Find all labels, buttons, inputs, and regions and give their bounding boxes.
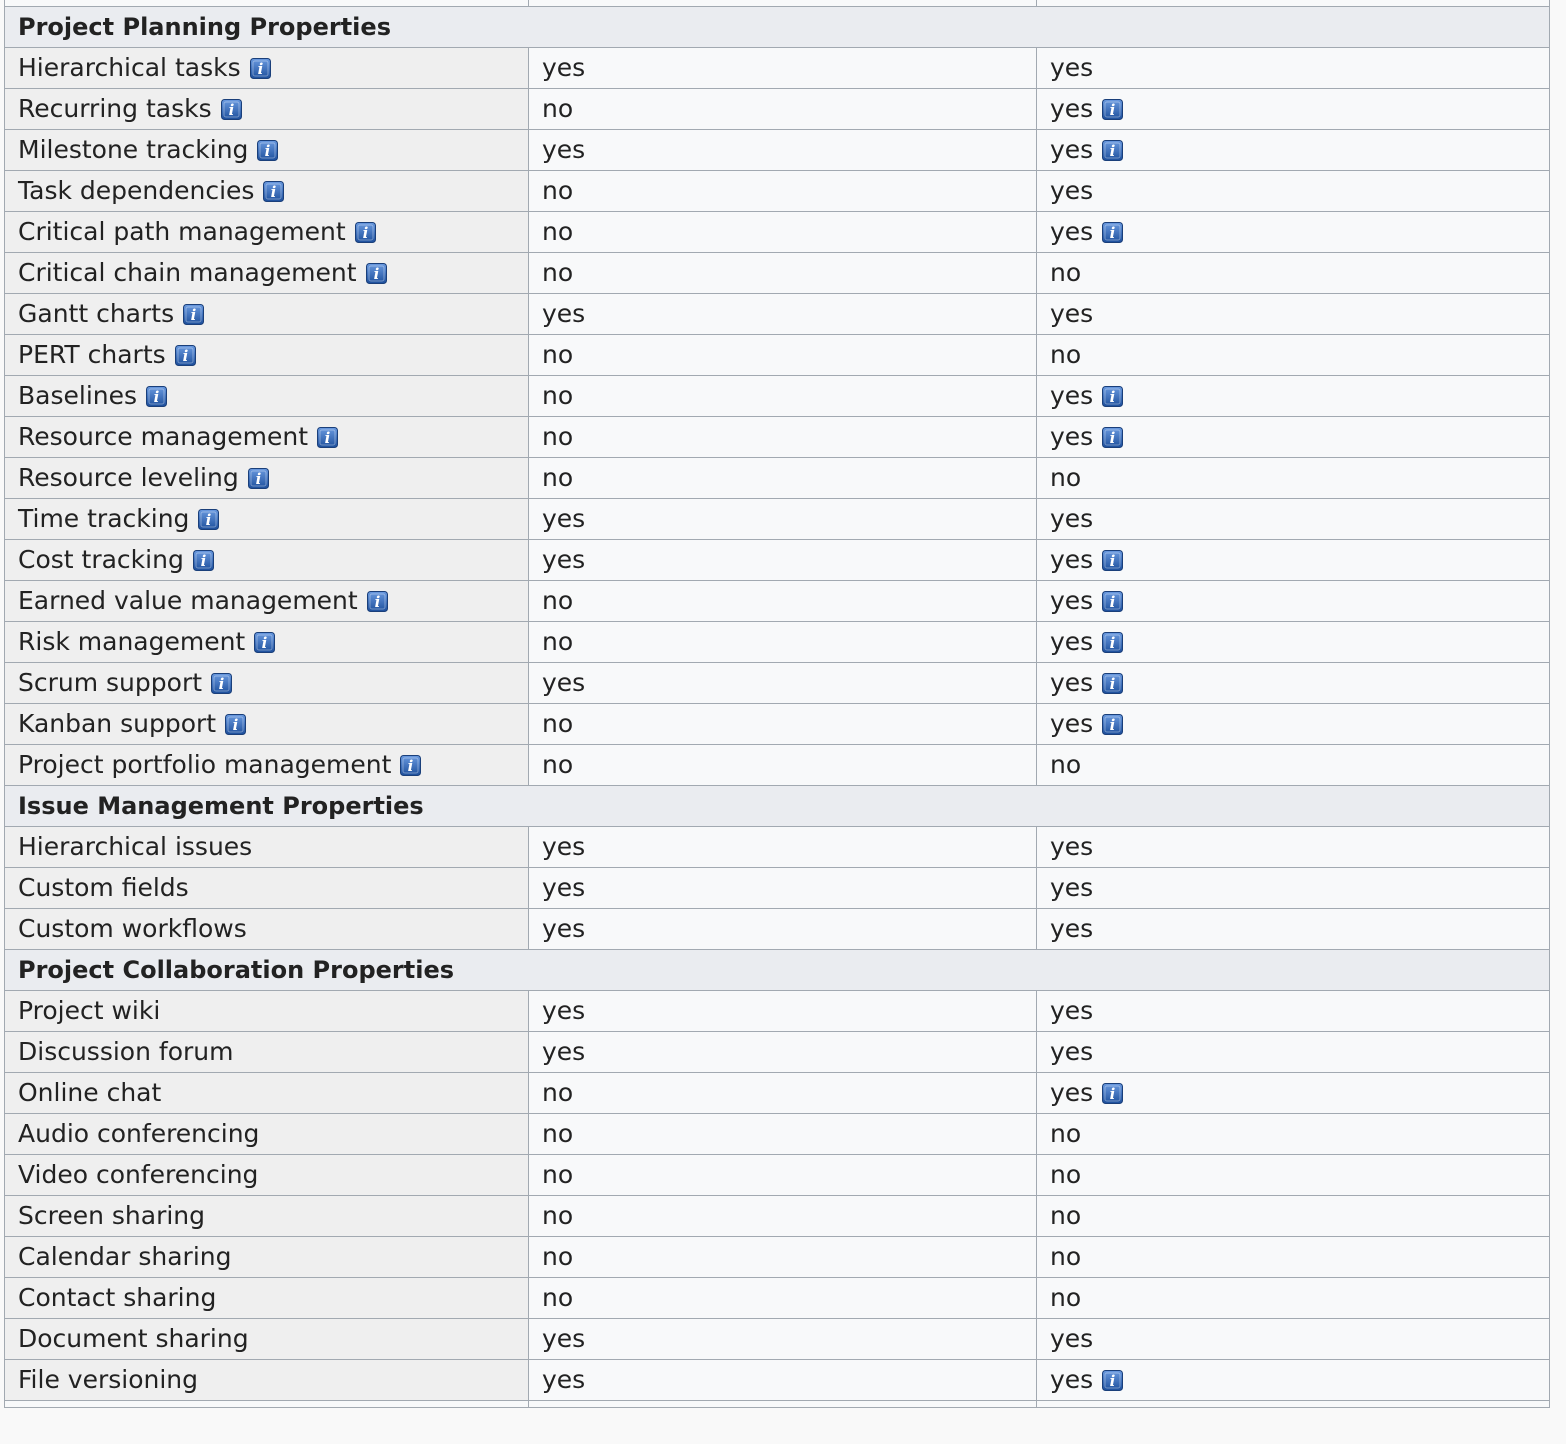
tool-b-value-cell [1037, 745, 1550, 786]
table-row [5, 1114, 1550, 1155]
support-value: yes [1050, 1365, 1094, 1394]
feature-label: Document sharing [18, 1324, 249, 1353]
support-value: yes [1050, 53, 1094, 82]
feature-label: Kanban support [18, 709, 217, 738]
svg-text:i: i [190, 306, 197, 324]
feature-label: Calendar sharing [18, 1242, 232, 1271]
info-icon[interactable] [263, 181, 284, 202]
tool-b-value-cell [1037, 294, 1550, 335]
table-row [5, 827, 1550, 868]
support-value: no [1050, 1242, 1082, 1271]
table-row [5, 417, 1550, 458]
feature-cell [5, 622, 529, 663]
feature-label: Project wiki [18, 996, 161, 1025]
feature-label: Screen sharing [18, 1201, 206, 1230]
support-value: yes [1050, 832, 1094, 861]
svg-text:i: i [1109, 224, 1116, 242]
info-icon[interactable] [366, 263, 387, 284]
svg-text:i: i [373, 265, 379, 283]
feature-cell [5, 745, 529, 786]
tool-a-value-cell [529, 827, 1037, 868]
support-value: yes [542, 545, 586, 574]
tool-b-value-cell [1037, 458, 1550, 499]
tool-b-value-cell [1037, 1114, 1550, 1155]
tool-b-value-cell [1037, 1073, 1550, 1114]
feature-cell [5, 1360, 529, 1401]
info-icon[interactable] [1102, 632, 1123, 653]
support-value: yes [1050, 135, 1094, 164]
support-value: no [542, 627, 574, 656]
support-value: yes [542, 873, 586, 902]
info-icon[interactable] [183, 304, 204, 325]
tool-a-value-cell [529, 1032, 1037, 1073]
support-value: no [542, 94, 574, 123]
table-row [5, 991, 1550, 1032]
support-value: yes [542, 1324, 586, 1353]
tool-b-value-cell [1037, 1319, 1550, 1360]
table-row [5, 499, 1550, 540]
svg-text:i: i [408, 757, 414, 775]
tool-a-value-cell [529, 499, 1037, 540]
svg-text:i: i [200, 552, 207, 570]
feature-label: Resource management [18, 422, 309, 451]
tool-a-value-cell [529, 1237, 1037, 1278]
svg-text:i: i [1109, 593, 1116, 611]
support-value: no [542, 176, 574, 205]
support-value: no [1050, 463, 1082, 492]
info-icon[interactable] [221, 99, 242, 120]
feature-label: Discussion forum [18, 1037, 234, 1066]
tool-b-value-cell [1037, 1032, 1550, 1073]
support-value: no [542, 1078, 574, 1107]
feature-cell [5, 335, 529, 376]
tool-b-value-cell [1037, 130, 1550, 171]
feature-cell [5, 663, 529, 704]
tool-b-value-cell [1037, 1155, 1550, 1196]
tool-b-value-cell [1037, 48, 1550, 89]
table-row [5, 1196, 1550, 1237]
svg-text:i: i [1109, 675, 1116, 693]
section-header-project-planning-properties [5, 7, 1550, 48]
support-value: yes [1050, 381, 1094, 410]
svg-text:i: i [1109, 1085, 1116, 1103]
section-title: Project Collaboration Properties [5, 950, 1550, 991]
feature-label: Project portfolio management [18, 750, 392, 779]
support-value: no [542, 258, 574, 287]
support-value: no [1050, 1160, 1082, 1189]
feature-label: PERT charts [18, 340, 166, 369]
table-row [5, 335, 1550, 376]
table-row [5, 1278, 1550, 1319]
info-icon[interactable] [175, 345, 196, 366]
tool-a-value-cell [529, 1360, 1037, 1401]
tool-b-value-cell [1037, 909, 1550, 950]
support-value: yes [1050, 668, 1094, 697]
feature-cell [5, 171, 529, 212]
section-title: Issue Management Properties [5, 786, 1550, 827]
table-row [5, 212, 1550, 253]
tool-a-value-cell [529, 253, 1037, 294]
table-row [5, 1073, 1550, 1114]
tool-b-value-cell [1037, 827, 1550, 868]
svg-text:i: i [206, 511, 212, 529]
tool-b-value-cell [1037, 212, 1550, 253]
feature-cell [5, 827, 529, 868]
support-value: yes [1050, 422, 1094, 451]
support-value: yes [1050, 504, 1094, 533]
support-value: yes [542, 135, 586, 164]
table-row [5, 704, 1550, 745]
info-icon[interactable] [211, 673, 232, 694]
feature-cell [5, 1155, 529, 1196]
feature-cell [5, 1073, 529, 1114]
tool-a-value-cell [529, 1278, 1037, 1319]
tool-a-value-cell [529, 540, 1037, 581]
info-icon[interactable] [1102, 427, 1123, 448]
table-row [5, 868, 1550, 909]
info-icon[interactable] [198, 509, 219, 530]
info-icon[interactable] [317, 427, 338, 448]
svg-text:i: i [153, 388, 160, 406]
table-row [5, 171, 1550, 212]
support-value: no [542, 381, 574, 410]
feature-cell [5, 704, 529, 745]
tool-a-value-cell [529, 130, 1037, 171]
support-value: no [542, 463, 574, 492]
table-row [5, 89, 1550, 130]
svg-text:i: i [1109, 388, 1116, 406]
feature-label: Critical path management [18, 217, 346, 246]
tool-b-value-cell [1037, 704, 1550, 745]
table-row [5, 581, 1550, 622]
feature-label: Custom workflows [18, 914, 247, 943]
table-row [5, 1319, 1550, 1360]
feature-label: Milestone tracking [18, 135, 249, 164]
tool-a-value-cell [529, 1114, 1037, 1155]
svg-text:i: i [265, 142, 271, 160]
svg-text:i: i [1109, 142, 1116, 160]
svg-text:i: i [1109, 101, 1116, 119]
table-row [5, 622, 1550, 663]
support-value: no [542, 1160, 574, 1189]
table-row [5, 1032, 1550, 1073]
tool-b-value-cell [1037, 622, 1550, 663]
table-row [5, 1237, 1550, 1278]
svg-text:i: i [1109, 552, 1116, 570]
svg-text:i: i [257, 60, 263, 78]
support-value: no [1050, 1201, 1082, 1230]
tool-b-value-cell [1037, 376, 1550, 417]
section-title: Project Planning Properties [5, 7, 1550, 48]
support-value: yes [542, 914, 586, 943]
support-value: no [1050, 258, 1082, 287]
feature-cell [5, 499, 529, 540]
svg-text:i: i [182, 347, 189, 365]
feature-label: Hierarchical issues [18, 832, 253, 861]
tool-a-value-cell [529, 1196, 1037, 1237]
svg-text:i: i [1109, 429, 1116, 447]
support-value: yes [1050, 627, 1094, 656]
feature-cell [5, 1278, 529, 1319]
support-value: yes [1050, 1037, 1094, 1066]
info-icon[interactable] [248, 468, 269, 489]
tool-a-value-cell [529, 89, 1037, 130]
info-icon[interactable] [1102, 386, 1123, 407]
feature-label: Audio conferencing [18, 1119, 260, 1148]
tool-b-value-cell [1037, 335, 1550, 376]
info-icon[interactable] [250, 58, 271, 79]
info-icon[interactable] [367, 591, 388, 612]
feature-cell [5, 1032, 529, 1073]
feature-cell [5, 909, 529, 950]
tool-a-value-cell [529, 1073, 1037, 1114]
info-icon[interactable] [1102, 714, 1123, 735]
feature-label: Cost tracking [18, 545, 184, 574]
support-value: no [1050, 750, 1082, 779]
support-value: yes [1050, 873, 1094, 902]
feature-label: Task dependencies [18, 176, 255, 205]
table-row [5, 663, 1550, 704]
feature-label: Video conferencing [18, 1160, 259, 1189]
section-header-project-collaboration-properties [5, 950, 1550, 991]
feature-label: Gantt charts [18, 299, 175, 328]
table-row [5, 1155, 1550, 1196]
support-value: yes [542, 832, 586, 861]
svg-text:i: i [362, 224, 368, 242]
tool-b-value-cell [1037, 171, 1550, 212]
tool-b-value-cell [1037, 991, 1550, 1032]
tool-a-value-cell [529, 294, 1037, 335]
section-header-issue-management-properties [5, 786, 1550, 827]
tool-a-value-cell [529, 909, 1037, 950]
svg-text:i: i [261, 634, 268, 652]
feature-cell [5, 376, 529, 417]
svg-text:i: i [374, 593, 381, 611]
support-value: no [542, 1201, 574, 1230]
feature-label: Online chat [18, 1078, 162, 1107]
info-icon[interactable] [1102, 1083, 1123, 1104]
feature-cell [5, 868, 529, 909]
tool-b-value-cell [1037, 499, 1550, 540]
tool-a-value-cell [529, 171, 1037, 212]
table-row [5, 130, 1550, 171]
feature-cell [5, 89, 529, 130]
support-value: no [542, 1283, 574, 1312]
support-value: yes [542, 299, 586, 328]
svg-text:i: i [1109, 634, 1116, 652]
feature-label: Contact sharing [18, 1283, 217, 1312]
support-value: no [1050, 340, 1082, 369]
feature-cell [5, 417, 529, 458]
feature-cell [5, 991, 529, 1032]
support-value: yes [1050, 94, 1094, 123]
feature-label: Resource leveling [18, 463, 239, 492]
tool-a-value-cell [529, 581, 1037, 622]
info-icon[interactable] [254, 632, 275, 653]
svg-text:i: i [1109, 1372, 1116, 1390]
tool-b-value-cell [1037, 581, 1550, 622]
feature-cell [5, 294, 529, 335]
feature-label: Risk management [18, 627, 246, 656]
support-value: yes [1050, 217, 1094, 246]
tool-a-value-cell [529, 335, 1037, 376]
svg-text:i: i [218, 675, 225, 693]
feature-cell [5, 1237, 529, 1278]
svg-text:i: i [255, 470, 262, 488]
support-value: no [542, 340, 574, 369]
feature-cell [5, 130, 529, 171]
feature-cell [5, 1196, 529, 1237]
support-value: no [542, 422, 574, 451]
info-icon[interactable] [355, 222, 376, 243]
table-row [5, 48, 1550, 89]
tool-b-value-cell [1037, 1196, 1550, 1237]
tool-b-value-cell [1037, 540, 1550, 581]
feature-label: Critical chain management [18, 258, 357, 287]
feature-label: File versioning [18, 1365, 199, 1394]
support-value: yes [542, 53, 586, 82]
support-value: no [1050, 1119, 1082, 1148]
tool-a-value-cell [529, 704, 1037, 745]
support-value: no [542, 709, 574, 738]
feature-cell [5, 540, 529, 581]
svg-text:i: i [232, 716, 239, 734]
tool-a-value-cell [529, 48, 1037, 89]
feature-label: Time tracking [18, 504, 190, 533]
svg-text:i: i [324, 429, 331, 447]
tool-b-value-cell [1037, 253, 1550, 294]
support-value: yes [1050, 545, 1094, 574]
feature-cell [5, 458, 529, 499]
comparison-table [4, 0, 1550, 1408]
tool-b-value-cell [1037, 1278, 1550, 1319]
comparison-table-body [5, 0, 1550, 1408]
support-value: yes [542, 668, 586, 697]
support-value: yes [1050, 299, 1094, 328]
tool-a-value-cell [529, 663, 1037, 704]
support-value: no [542, 586, 574, 615]
support-value: no [542, 1242, 574, 1271]
info-icon[interactable] [193, 550, 214, 571]
feature-cell [5, 581, 529, 622]
svg-text:i: i [228, 101, 234, 119]
table-row [5, 909, 1550, 950]
feature-label: Baselines [18, 381, 138, 410]
tool-b-value-cell [1037, 1360, 1550, 1401]
info-icon[interactable] [1102, 1370, 1123, 1391]
support-value: yes [542, 1365, 586, 1394]
tool-b-value-cell [1037, 663, 1550, 704]
info-icon[interactable] [1102, 99, 1123, 120]
feature-label: Recurring tasks [18, 94, 212, 123]
table-row [5, 540, 1550, 581]
info-icon[interactable] [1102, 550, 1123, 571]
tool-a-value-cell [529, 1319, 1037, 1360]
tool-a-value-cell [529, 745, 1037, 786]
support-value: yes [542, 504, 586, 533]
support-value: yes [1050, 1078, 1094, 1107]
support-value: no [542, 1119, 574, 1148]
info-icon[interactable] [1102, 222, 1123, 243]
tool-a-value-cell [529, 868, 1037, 909]
support-value: yes [1050, 1324, 1094, 1353]
support-value: no [542, 217, 574, 246]
feature-cell [5, 1114, 529, 1155]
tool-b-value-cell [1037, 417, 1550, 458]
info-icon[interactable] [1102, 591, 1123, 612]
tool-b-value-cell [1037, 1237, 1550, 1278]
feature-cell [5, 1319, 529, 1360]
tool-b-value-cell [1037, 868, 1550, 909]
feature-cell [5, 48, 529, 89]
feature-cell [5, 212, 529, 253]
tool-a-value-cell [529, 417, 1037, 458]
info-icon[interactable] [146, 386, 167, 407]
support-value: yes [1050, 914, 1094, 943]
table-row [5, 458, 1550, 499]
info-icon[interactable] [1102, 673, 1123, 694]
feature-label: Scrum support [18, 668, 203, 697]
table-row [5, 745, 1550, 786]
info-icon[interactable] [257, 140, 278, 161]
info-icon[interactable] [400, 755, 421, 776]
svg-text:i: i [271, 183, 277, 201]
support-value: no [542, 750, 574, 779]
support-value: yes [542, 996, 586, 1025]
tool-a-value-cell [529, 212, 1037, 253]
support-value: yes [1050, 709, 1094, 738]
feature-label: Hierarchical tasks [18, 53, 241, 82]
table-row [5, 1360, 1550, 1401]
tool-b-value-cell [1037, 89, 1550, 130]
info-icon[interactable] [1102, 140, 1123, 161]
support-value: no [1050, 1283, 1082, 1312]
feature-label: Custom fields [18, 873, 189, 902]
table-row [5, 376, 1550, 417]
tool-a-value-cell [529, 376, 1037, 417]
support-value: yes [1050, 996, 1094, 1025]
support-value: yes [542, 1037, 586, 1066]
tool-a-value-cell [529, 622, 1037, 663]
svg-text:i: i [1109, 716, 1116, 734]
feature-cell [5, 253, 529, 294]
feature-label: Earned value management [18, 586, 358, 615]
table-row-bottom-stub [5, 1401, 1550, 1408]
table-row [5, 253, 1550, 294]
support-value: yes [1050, 176, 1094, 205]
info-icon[interactable] [225, 714, 246, 735]
support-value: yes [1050, 586, 1094, 615]
tool-a-value-cell [529, 991, 1037, 1032]
tool-a-value-cell [529, 458, 1037, 499]
table-row [5, 294, 1550, 335]
tool-a-value-cell [529, 1155, 1037, 1196]
